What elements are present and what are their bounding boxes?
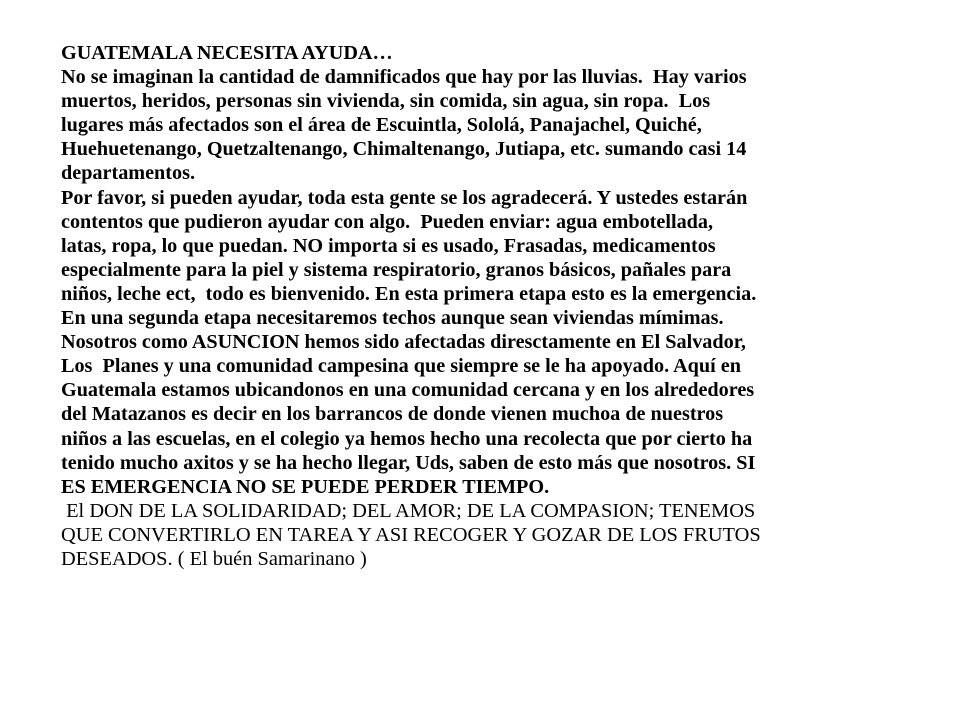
text-line: Por favor, si pueden ayudar, toda esta gente se los agradecerá. Y ustedes estarán [61,186,748,209]
title-line: GUATEMALA NECESITA AYUDA… [61,42,393,64]
text-line: contentos que pudieron ayudar con algo. Pueden enviar: agua embotellada, [61,210,714,233]
text-line: Los Planes y una comunidad campesina que siempre se le ha apoyado. Aquí en [61,355,741,378]
text-line: muertos, heridos, personas sin vivienda, sin comida, sin agua, sin ropa. Los [61,90,711,113]
text-line: Huehuetenango, Quetzaltenango, Chimaltenango, Jutiapa, etc. sumando casi 14 [61,138,747,161]
text-line: Guatemala estamos ubicandonos en una comunidad cercana y en los alrededores [61,379,755,402]
text-line: Nosotros como ASUNCION hemos sido afectadas diresctamente en El Salvador, [61,331,746,354]
text-line: En una segunda etapa necesitaremos techos aunque sean viviendas mímimas. [61,307,724,330]
closing-line: QUE CONVERTIRLO EN TAREA Y ASI RECOGER Y GOZAR DE LOS FRUTOS [61,523,761,546]
text-line: niños, leche ect, todo es bienvenido. En esta primera etapa esto es la emergencia. [61,282,757,305]
text-line: No se imaginan la cantidad de damnificados que hay por las lluvias. Hay varios [61,66,747,89]
text-line: latas, ropa, lo que puedan. NO importa si es usado, Frasadas, medicamentos [61,234,716,257]
text-line: del Matazanos es decir en los barrancos de donde vienen muchoa de nuestros [61,403,724,426]
text-line: ES EMERGENCIA NO SE PUEDE PERDER TIEMPO. [61,475,550,498]
closing-line: DESEADOS. ( El buén Samarinano ) [61,547,367,570]
text-line: departamentos. [61,162,196,185]
text-line: niños a las escuelas, en el colegio ya hemos hecho una recolecta que por cierto ha [61,427,753,450]
text-line: lugares más afectados son el área de Escuintla, Sololá, Panajachel, Quiché, [61,114,702,137]
text-line: especialmente para la piel y sistema respiratorio, granos básicos, pañales para [61,258,732,281]
text-line: tenido mucho axitos y se ha hecho llegar, Uds, saben de esto más que nosotros. SI [61,451,756,474]
body-text [61,41,941,571]
closing-line: El DON DE LA SOLIDARIDAD; DEL AMOR; DE LA COMPASION; TENEMOS [61,499,756,522]
